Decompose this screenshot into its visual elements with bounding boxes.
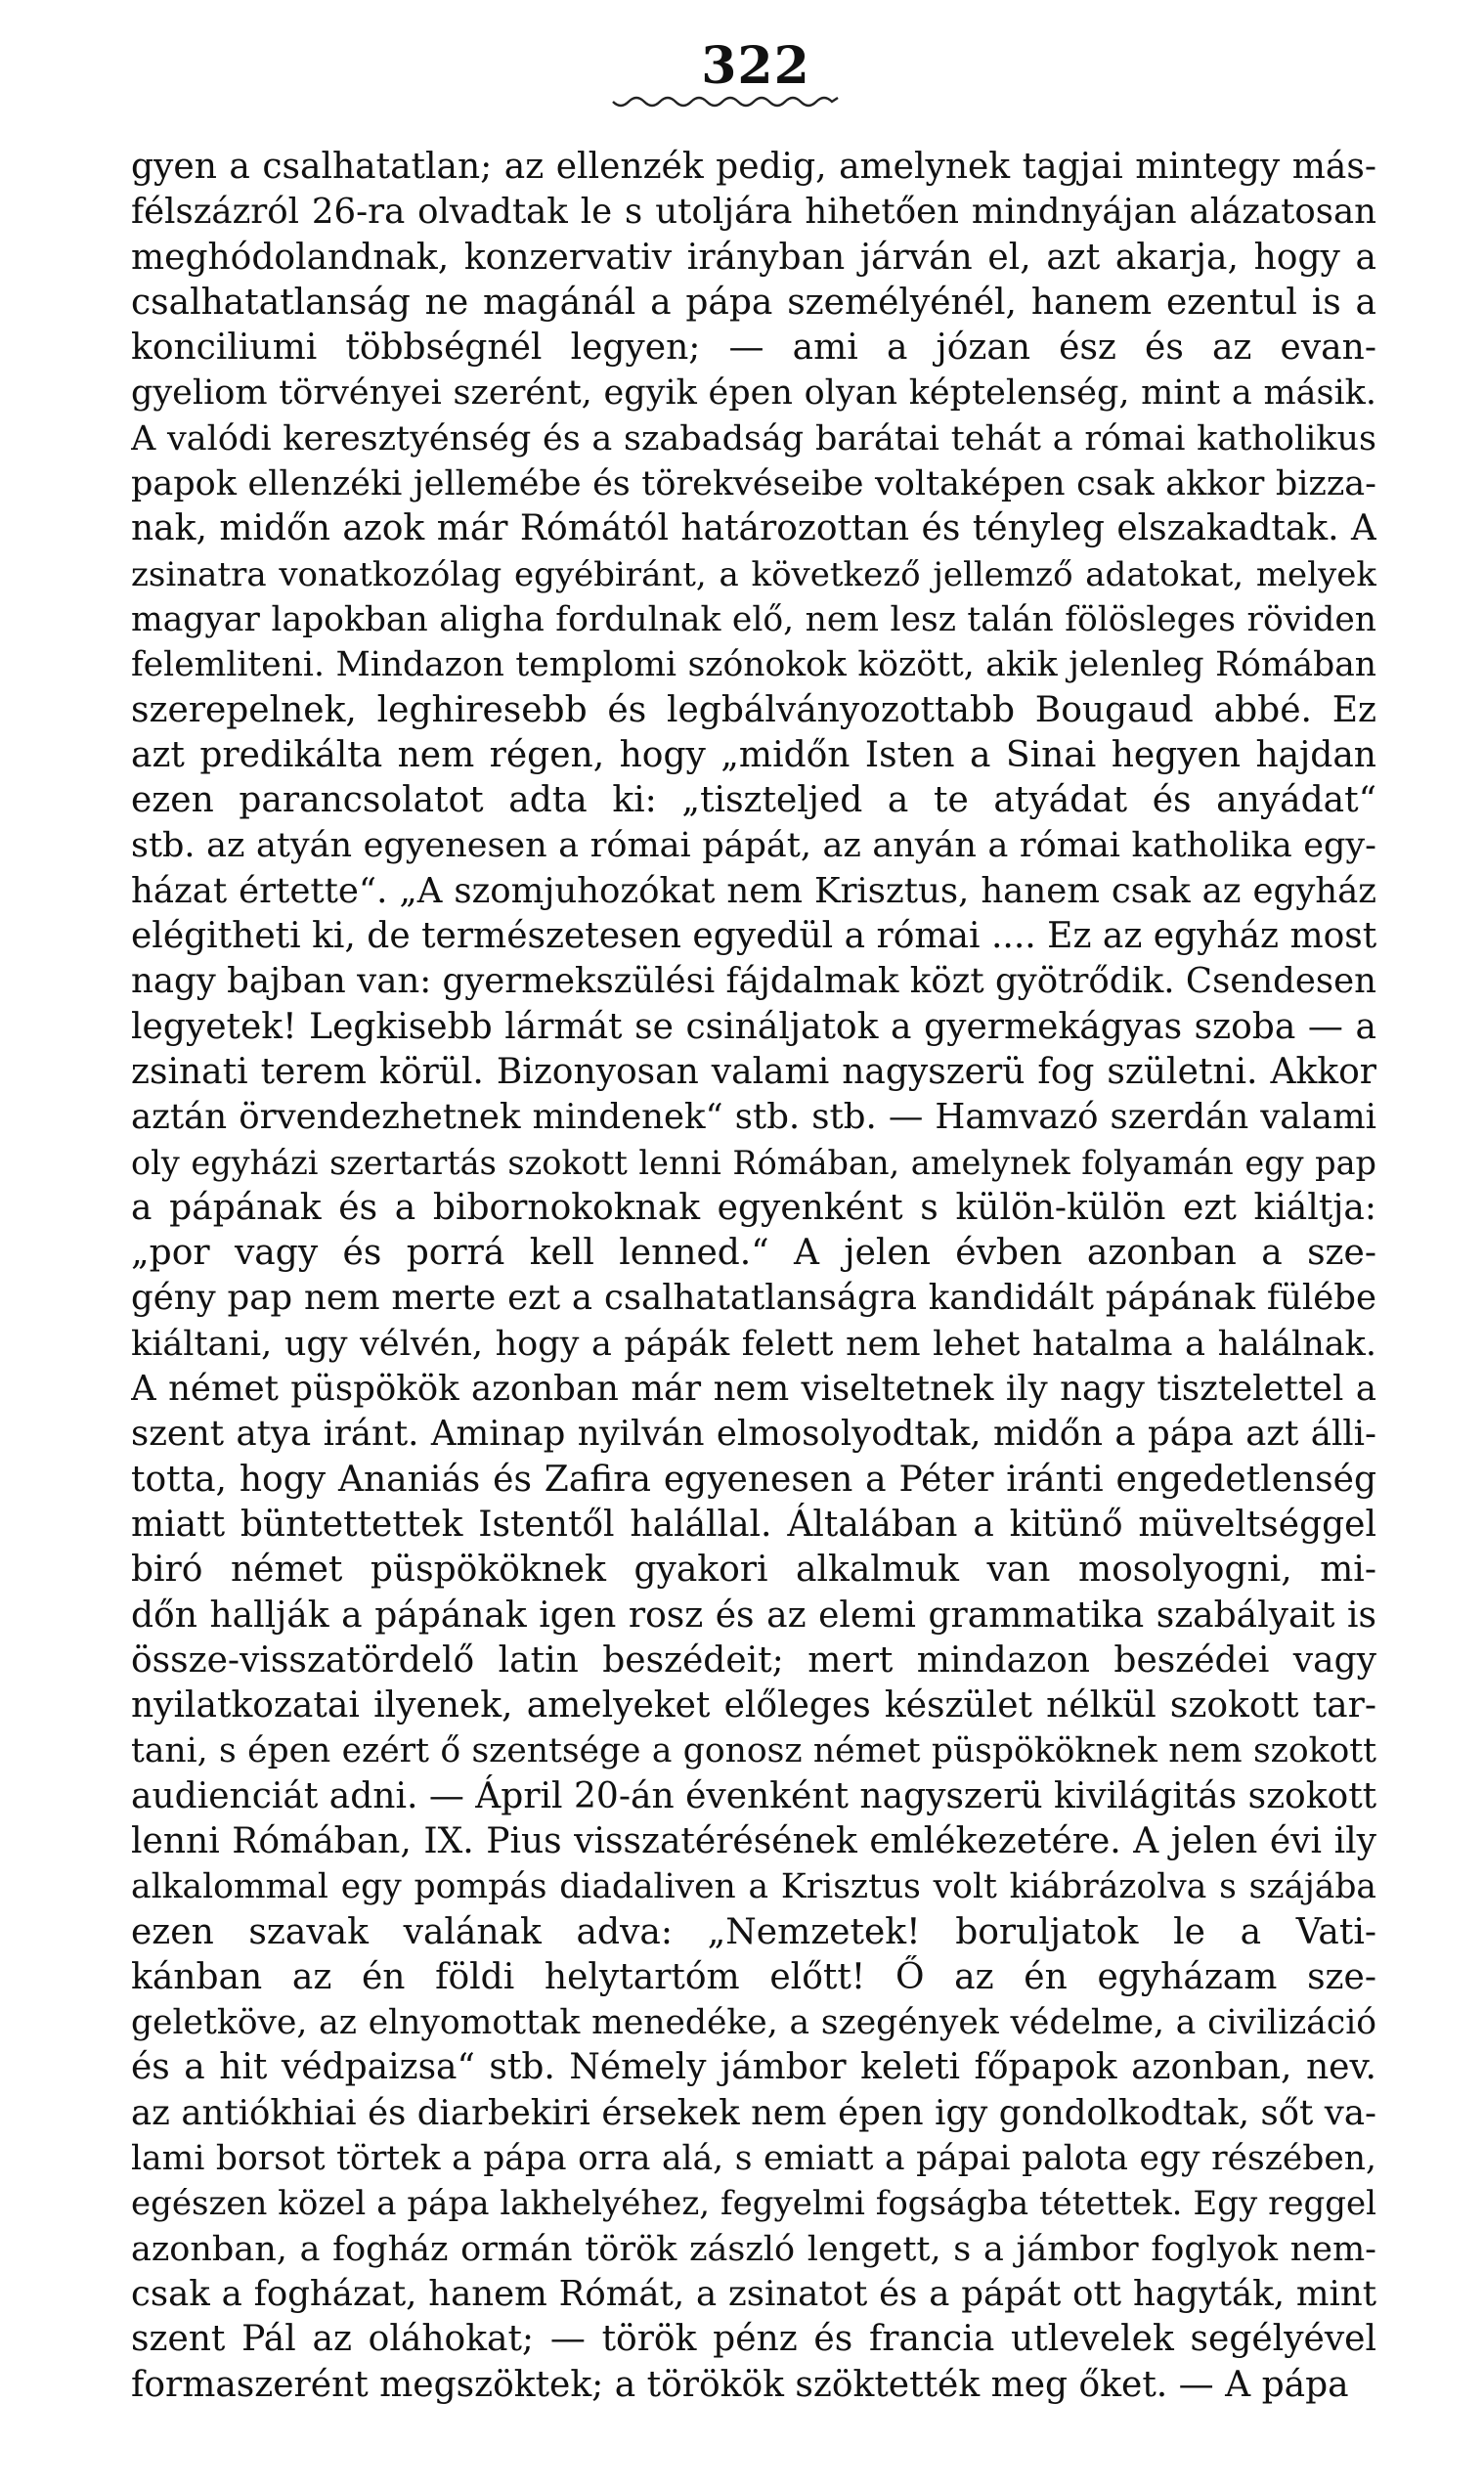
text-line: szent Pál az oláhokat; — török pénz és francia utlevelek segélyével <box>131 2319 1376 2360</box>
text-line: oly egyházi szertartás szokott lenni Rómában, amelynek folyamán egy pap <box>131 1143 1376 1182</box>
text-line: geletköve, az elnyomottak menedéke, a szegények védelme, a civilizáció <box>131 2003 1376 2043</box>
text-line: szent atya iránt. Aminap nyilván elmosolyodtak, midőn a pápa azt álli- <box>131 1414 1376 1455</box>
page-number: 322 <box>701 36 810 96</box>
text-line: össze-visszatördelő latin beszédeit; mert mindazon beszédei vagy <box>131 1639 1376 1681</box>
text-line: konciliumi többségnél legyen; — ami a józan ész és az evan- <box>131 328 1376 369</box>
text-line: kiáltani, ugy vélvén, hogy a pápák felett nem lehet hatalma a halálnak. <box>131 1324 1376 1364</box>
body-text <box>131 145 1376 2408</box>
text-line: alkalommal egy pompás diadaliven a Krisztus volt kiábrázolva s szájába <box>131 1867 1376 1907</box>
text-line: házat értette“. „A szomjuhozókat nem Krisztus, hanem csak az egyház <box>131 870 1376 911</box>
text-line: ezen szavak valának adva: „Nemzetek! boruljatok le a Vati- <box>131 1911 1376 1952</box>
text-line: csalhatatlanság ne magánál a pápa személyénél, hanem ezentul is a <box>131 282 1376 323</box>
text-line: a pápának és a bibornokoknak egyenként s külön-külön ezt kiáltja: <box>131 1187 1376 1228</box>
text-line: aztán örvendezhetnek mindenek“ stb. stb. — Hamvazó szerdán valami <box>131 1097 1376 1138</box>
text-line: dőn hallják a pápának igen rosz és az elemi grammatika szabályait is <box>131 1594 1376 1636</box>
text-line: miatt büntettettek Istentől halállal. Általában a kitünő müveltséggel <box>131 1504 1376 1545</box>
text-line: kánban az én földi helytartóm előtt! Ő az én egyházam sze- <box>131 1956 1376 1997</box>
text-line: elégitheti ki, de természetesen egyedül a római .... Ez az egyház most <box>131 916 1376 957</box>
text-line: A német püspökök azonban már nem viseltetnek ily nagy tisztelettel a <box>131 1369 1376 1410</box>
wavy-ornament <box>611 94 846 113</box>
text-line: meghódolandnak, konzervativ irányban járván el, azt akarja, hogy a <box>131 237 1376 278</box>
text-line: felemliteni. Mindazon templomi szónokok között, akik jelenleg Rómában <box>131 645 1376 685</box>
text-line: szerepelnek, leghiresebb és legbálványozottabb Bougaud abbé. Ez <box>131 689 1376 730</box>
text-line: azonban, a fogház ormán török zászló lengett, s a jámbor foglyok nem- <box>131 2229 1376 2269</box>
text-line: papok ellenzéki jellemébe és törekvéseibe voltaképen csak akkor bizza- <box>131 464 1376 504</box>
text-line: gyen a csalhatatlan; az ellenzék pedig, amelynek tagjai mintegy más- <box>131 147 1376 187</box>
text-line: magyar lapokban aligha fordulnak elő, nem lesz talán fölösleges röviden <box>131 599 1376 639</box>
text-line: biró német püspököknek gyakori alkalmuk van mosolyogni, mi- <box>131 1550 1376 1591</box>
text-line: stb. az atyán egyenesen a római pápát, az anyán a római katholika egy- <box>131 826 1376 866</box>
text-line: ezen parancsolatot adta ki: „tiszteljed a te atyádat és anyádat“ <box>131 780 1376 821</box>
text-line: formaszerént megszöktek; a törökök szöktették meg őket. — A pápa <box>131 2364 1349 2405</box>
text-line: nagy bajban van: gyermekszülési fájdalmak közt gyötrődik. Csendesen <box>131 961 1376 1002</box>
text-line: gyeliom törvényei szerént, egyik épen olyan képtelenség, mint a másik. <box>131 373 1376 414</box>
text-line: legyetek! Legkisebb lármát se csináljatok a gyermekágyas szoba — a <box>131 1006 1376 1047</box>
text-line: zsinatra vonatkozólag egyébiránt, a következő jellemző adatokat, melyek <box>131 554 1376 594</box>
text-line: és a hit védpaizsa“ stb. Némely jámbor keleti főpapok azonban, nev. <box>131 2047 1376 2088</box>
text-line: csak a fogházat, hanem Rómát, a zsinatot és a pápát ott hagyták, mint <box>131 2273 1376 2314</box>
text-line: gény pap nem merte ezt a csalhatatlanságra kandidált pápának fülébe <box>131 1278 1376 1319</box>
text-line: az antiókhiai és diarbekiri érsekek nem épen igy gondolkodtak, sőt va- <box>131 2092 1376 2133</box>
text-line: lenni Rómában, IX. Pius visszatérésének emlékezetére. A jelen évi ily <box>131 1820 1376 1861</box>
text-line: zsinati terem körül. Bizonyosan valami nagyszerü fog születni. Akkor <box>131 1051 1376 1092</box>
text-line: nak, midőn azok már Rómától határozottan és tényleg elszakadtak. A <box>131 508 1376 549</box>
text-line: audienciát adni. — Ápril 20-án évenként nagyszerü kivilágitás szokott <box>131 1775 1376 1816</box>
text-line: lami borsot törtek a pápa orra alá, s emiatt a pápai palota egy részében, <box>131 2139 1376 2179</box>
text-line: totta, hogy Ananiás és Zafira egyenesen a Péter iránti engedetlenség <box>131 1459 1376 1500</box>
text-line: „por vagy és porrá kell lenned.“ A jelen évben azonban a sze- <box>131 1233 1376 1274</box>
text-line: azt predikálta nem régen, hogy „midőn Isten a Sinai hegyen hajdan <box>131 734 1376 775</box>
text-line: nyilatkozatai ilyenek, amelyeket előleges készület nélkül szokott tar- <box>131 1685 1376 1726</box>
text-line: egészen közel a pápa lakhelyéhez, fegyelmi fogságba tétettek. Egy reggel <box>131 2184 1376 2224</box>
text-line: félszázról 26-ra olvadtak le s utoljára hihetően mindnyájan alázatosan <box>131 192 1376 233</box>
text-line: A valódi keresztyénség és a szabadság barátai tehát a római katholikus <box>131 418 1376 459</box>
text-line: tani, s épen ezért ő szentsége a gonosz német püspököknek nem szokott <box>131 1731 1376 1771</box>
